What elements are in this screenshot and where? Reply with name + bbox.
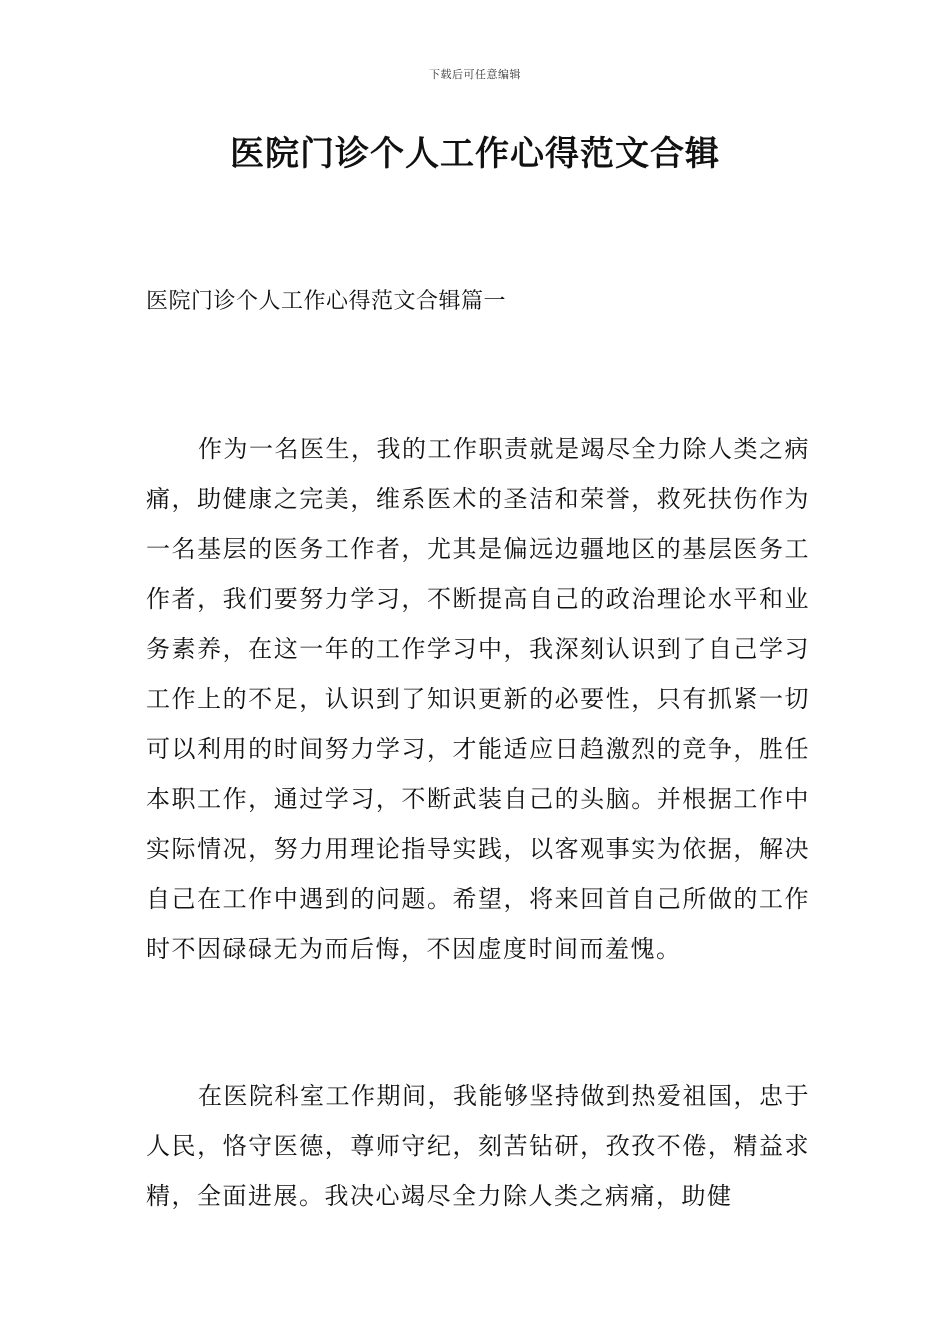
header-note: 下载后可任意编辑 — [429, 68, 521, 81]
body-paragraph-1: 作为一名医生，我的工作职责就是竭尽全力除人类之病痛，助健康之完美，维系医术的圣洁和荣誉，救死扶伤作为一名基层的医务工作者，尤其是偏远边疆地区的基层医务工作者，我们要努力学习，不断提高自己的政治理论水平和业务素养，在这一年的工作学习中，我深刻认识到了自己学习工作上的不足，认识到了知识更新的必要性，只有抓紧一切可以利用的时间努力学习，才能适应日趋激烈的竞争，胜任本职工作，通过学习，不断武装自己的头脑。并根据工作中实际情况，努力用理论指导实践，以客观事实为依据，解决自己在工作中遇到的问题。希望，将来回首自己所做的工作时不因碌碌无为而后悔，不因虚度时间而羞愧。 — [146, 435, 810, 963]
section-heading: 医院门诊个人工作心得范文合辑篇一 — [146, 289, 507, 314]
body-paragraph-2: 在医院科室工作期间，我能够坚持做到热爱祖国，忠于人民，恪守医德，尊师守纪，刻苦钻研，孜孜不倦，精益求精，全面进展。我决心竭尽全力除人类之病痛，助健 — [146, 1082, 810, 1210]
document-title: 医院门诊个人工作心得范文合辑 — [230, 134, 720, 174]
